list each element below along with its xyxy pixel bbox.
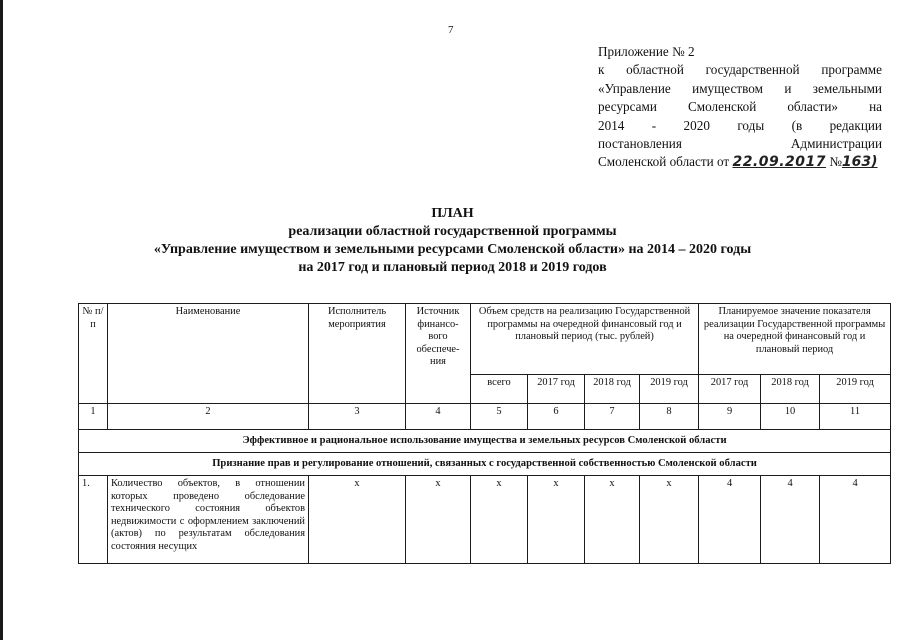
column-number: 10 (761, 404, 820, 430)
appendix-note (598, 43, 882, 172)
row-indicator-2017: 4 (699, 476, 761, 564)
plan-subtitle: реализации областной государственной программы (288, 224, 617, 239)
appendix-line: «Управление имуществом и земельными (598, 80, 882, 96)
header-num: № п/п (79, 304, 108, 404)
row-executor: x (309, 476, 406, 564)
appendix-line: к областной государственной программе (598, 62, 882, 78)
row-num: 1. (79, 476, 108, 564)
appendix-line-prefix: Смоленской области от (598, 154, 730, 170)
plan-title: ПЛАН (431, 206, 474, 221)
header-funds-2017: 2017 год (528, 375, 585, 404)
header-source: Источник финансо-вого обеспече-ния (406, 304, 471, 404)
appendix-line-last (598, 153, 882, 171)
plan-program-name: «Управление имуществом и земельными ресурсами Смоленской области» на 2014 – 2020 годы (153, 242, 752, 257)
header-indicator-group: Планируемое значение показателя реализации Государственной программы на очередной финансовый год и плановый период (699, 304, 891, 375)
scan-left-edge (0, 0, 3, 640)
column-number: 6 (528, 404, 585, 430)
table-row (79, 476, 891, 564)
column-number: 3 (309, 404, 406, 430)
column-number: 9 (699, 404, 761, 430)
appendix-line: ресурсами Смоленской области» на (598, 99, 882, 115)
handwritten-number: 163) (841, 154, 878, 171)
plan-heading (0, 205, 905, 277)
row-indicator-2018: 4 (761, 476, 820, 564)
appendix-line: 2014 - 2020 годы (в редакции (598, 117, 882, 133)
number-label: № (829, 154, 842, 170)
header-funds-total: всего (471, 375, 528, 404)
column-number: 2 (108, 404, 309, 430)
row-source: x (406, 476, 471, 564)
section-title: Эффективное и рациональное использование имущества и земельных ресурсов Смоленской области (79, 430, 891, 453)
column-number: 1 (79, 404, 108, 430)
column-number: 7 (585, 404, 640, 430)
row-funds-2019: x (640, 476, 699, 564)
plan-table (78, 303, 891, 564)
header-indicator-2019: 2019 год (820, 375, 891, 404)
row-funds-2018: x (585, 476, 640, 564)
column-number: 4 (406, 404, 471, 430)
column-number: 11 (820, 404, 891, 430)
column-numbers-row (79, 404, 891, 430)
subsection-title: Признание прав и регулирование отношений, связанных с государственной собственностью Смоленской области (79, 453, 891, 476)
row-total: x (471, 476, 528, 564)
header-funds-2019: 2019 год (640, 375, 699, 404)
column-number: 8 (640, 404, 699, 430)
appendix-title: Приложение № 2 (598, 44, 695, 59)
header-funds-group: Объем средств на реализацию Государственной программы на очередной финансовый год и плановый период (тыс. рублей) (471, 304, 699, 375)
page-number: 7 (448, 24, 454, 36)
header-indicator-2018: 2018 год (761, 375, 820, 404)
column-number: 5 (471, 404, 528, 430)
subsection-row (79, 453, 891, 476)
plan-period: на 2017 год и плановый период 2018 и 2019 годов (298, 260, 607, 275)
row-funds-2017: x (528, 476, 585, 564)
row-name: Количество объектов, в отношении которых проведено обследование технического состояния объектов недвижимости с оформлением заключений (актов) по результатам обследования состояния несущих (108, 476, 309, 564)
row-indicator-2019: 4 (820, 476, 891, 564)
header-indicator-2017: 2017 год (699, 375, 761, 404)
handwritten-date: 22.09.2017 (732, 154, 827, 171)
table-header-row (79, 304, 891, 375)
appendix-line: постановления Администрации (598, 136, 882, 152)
header-name: Наименование (108, 304, 309, 404)
section-row (79, 430, 891, 453)
header-executor: Исполнитель мероприятия (309, 304, 406, 404)
header-funds-2018: 2018 год (585, 375, 640, 404)
